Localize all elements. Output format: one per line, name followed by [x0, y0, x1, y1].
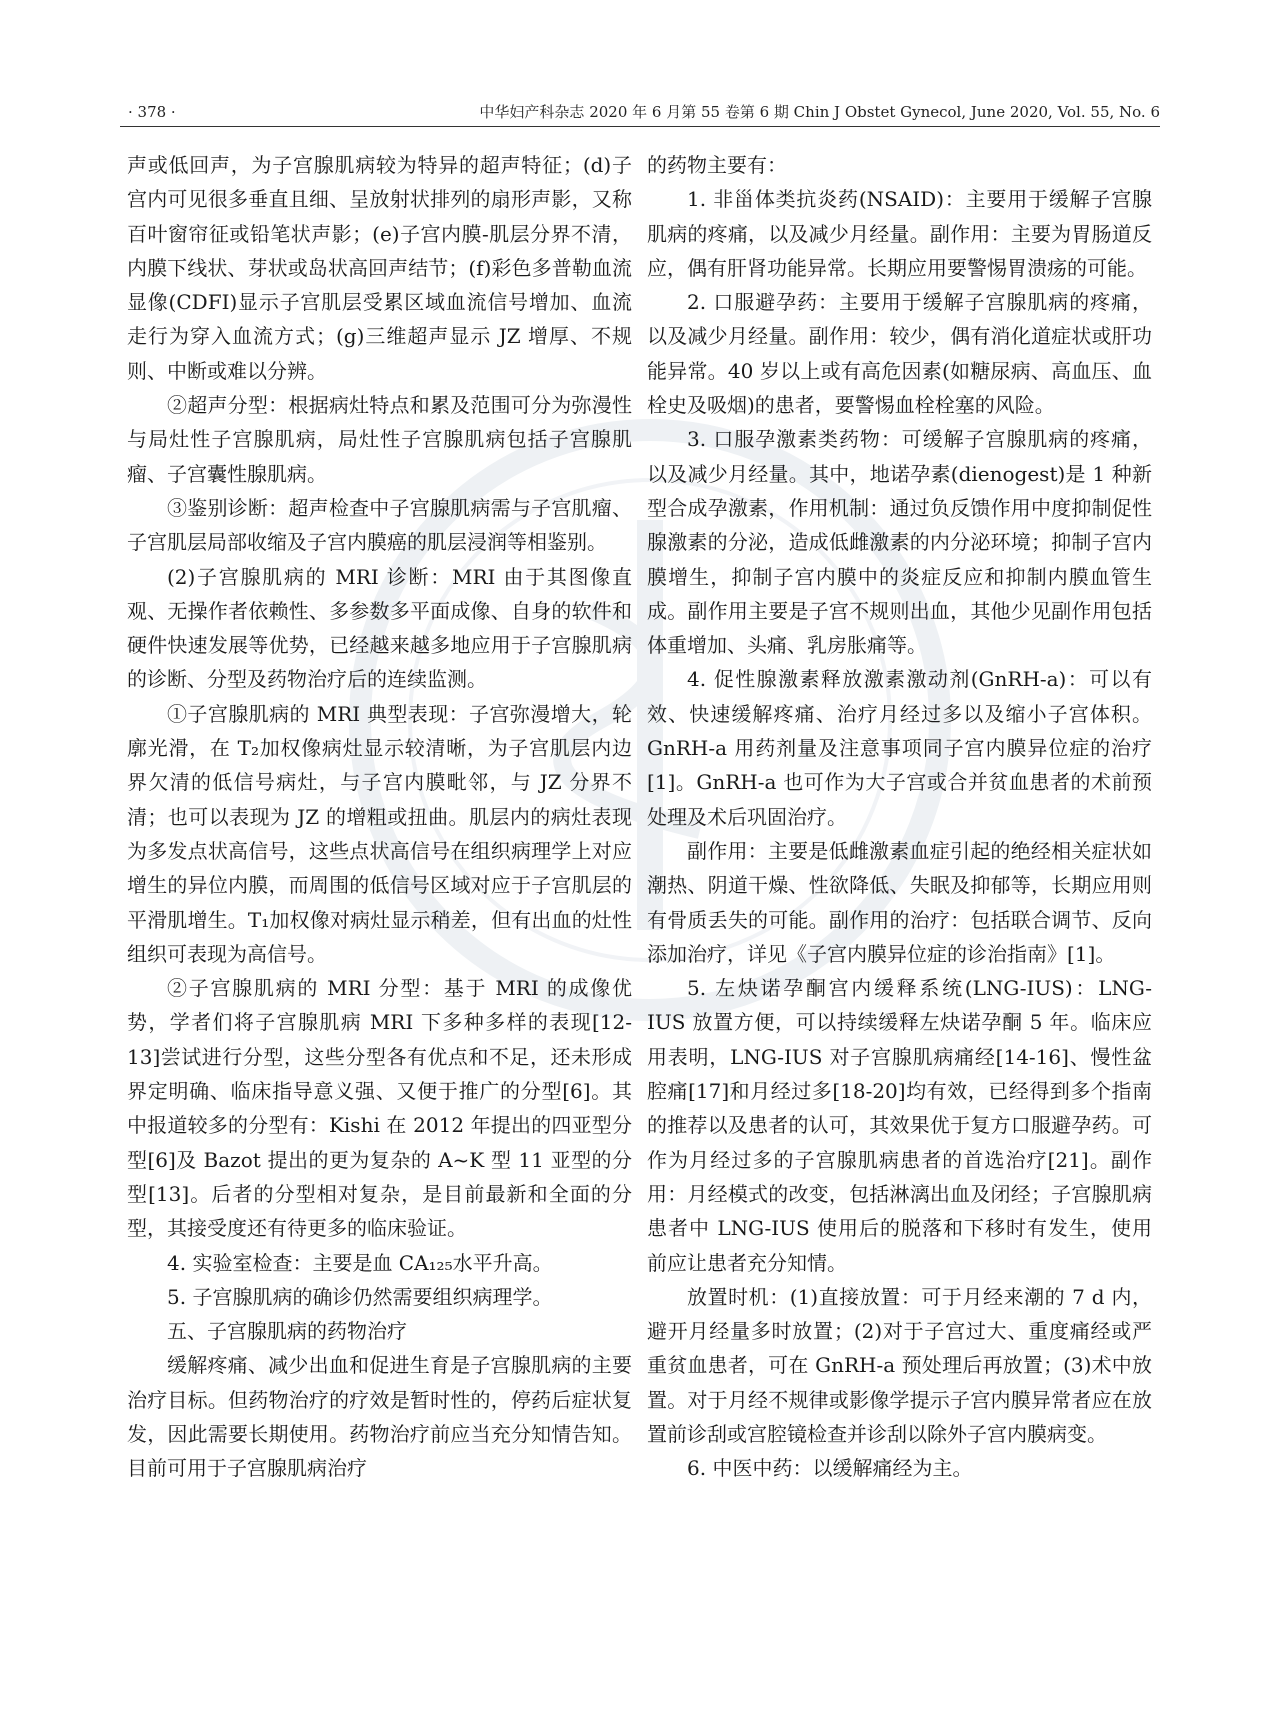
paragraph: (2)子宫腺肌病的 MRI 诊断：MRI 由于其图像直观、无操作者依赖性、多参数多平面成像、自身的软件和硬件快速发展等优势，已经越来越多地应用于子宫腺肌病的诊断、分型及药物治疗后的连续监测。 — [127, 564, 632, 692]
page-number: · 378 · — [128, 103, 176, 121]
paragraph: 3. 口服孕激素类药物：可缓解子宫腺肌病的疼痛，以及减少月经量。其中，地诺孕素(dienogest)是 1 种新型合成孕激素，作用机制：通过负反馈作用中度抑制促性腺激素的分泌，造成低雌激素的内分泌环境；抑制子宫内膜增生，抑制子宫内膜中的炎症反应和抑制内膜血管生成。副作用主要是子宫不规则出血，其他少见副作用包括体重增加、头痛、乳房胀痛等。 — [647, 427, 1152, 658]
paragraph: 的药物主要有： — [647, 153, 787, 177]
journal-citation: 中华妇产科杂志 2020 年 6 月第 55 卷第 6 期 Chin J Obstet Gynecol, June 2020, Vol. 55, No. 6 — [479, 103, 1160, 121]
left-column — [127, 148, 632, 1486]
section-heading: 五、子宫腺肌病的药物治疗 — [167, 1319, 407, 1344]
paragraph: ②子宫腺肌病的 MRI 分型：基于 MRI 的成像优势，学者们将子宫腺肌病 MRI 下多种多样的表现[12-13]尝试进行分型，这些分型各有优点和不足，还未形成界定明确、临床指导意义强、又便于推广的分型[6]。其中报道较多的分型有：Kishi 在 2012 年提出的四亚型分型[6]及 Bazot 提出的更为复杂的 A~K 型 11 亚型的分型[13]。后者的分型相对复杂，是目前最新和全面的分型，其接受度还有待更多的临床验证。 — [127, 976, 632, 1241]
paragraph: 5. 左炔诺孕酮宫内缓释系统(LNG-IUS)：LNG-IUS 放置方便，可以持续缓释左炔诺孕酮 5 年。临床应用表明，LNG-IUS 对子宫腺肌病痛经[14-16]、慢性盆腔痛[17]和月经过多[18-20]均有效，已经得到多个指南的推荐以及患者的认可，其效果优于复方口服避孕药。可作为月经过多的子宫腺肌病患者的首选治疗[21]。副作用：月经模式的改变，包括淋漓出血及闭经；子宫腺肌病患者中 LNG-IUS 使用后的脱落和下移时有发生，使用前应让患者充分知情。 — [647, 976, 1152, 1275]
paragraph: 副作用：主要是低雌激素血症引起的绝经相关症状如潮热、阴道干燥、性欲降低、失眠及抑郁等，长期应用则有骨质丢失的可能。副作用的治疗：包括联合调节、反向添加治疗，详见《子宫内膜异位症的诊治指南》[1]。 — [647, 838, 1152, 966]
paragraph: 2. 口服避孕药：主要用于缓解子宫腺肌病的疼痛，以及减少月经量。副作用：较少，偶有消化道症状或肝功能异常。40 岁以上或有高危因素(如糖尿病、高血压、血栓史及吸烟)的患者，要警惕血栓栓塞的风险。 — [647, 290, 1152, 418]
paragraph: ②超声分型：根据病灶特点和累及范围可分为弥漫性与局灶性子宫腺肌病，局灶性子宫腺肌病包括子宫腺肌瘤、子宫囊性腺肌病。 — [127, 393, 632, 486]
page-header — [120, 102, 1160, 126]
paragraph: 4. 实验室检查：主要是血 CA₁₂₅水平升高。 — [167, 1250, 553, 1275]
paragraph: ①子宫腺肌病的 MRI 典型表现：子宫弥漫增大，轮廓光滑，在 T₂加权像病灶显示较清晰，为子宫肌层内边界欠清的低信号病灶，与子宫内膜毗邻，与 JZ 分界不清；也可以表现为 JZ 的增粗或扭曲。肌层内的病灶表现为多发点状高信号，这些点状高信号在组织病理学上对应增生的异位内膜，而周围的低信号区域对应于子宫肌层的平滑肌增生。T₁加权像对病灶显示稍差，但有出血的灶性组织可表现为高信号。 — [127, 701, 632, 966]
paragraph: 缓解疼痛、减少出血和促进生育是子宫腺肌病的主要治疗目标。但药物治疗的疗效是暂时性的，停药后症状复发，因此需要长期使用。药物治疗前应当充分知情告知。目前可用于子宫腺肌病治疗 — [127, 1353, 632, 1481]
right-column — [647, 148, 1152, 1486]
paragraph: 声或低回声，为子宫腺肌病较为特异的超声特征；(d)子宫内可见很多垂直且细、呈放射状排列的扇形声影，又称百叶窗帘征或铅笔状声影；(e)子宫内膜-肌层分界不清，内膜下线状、芽状或岛状高回声结节；(f)彩色多普勒血流显像(CDFI)显示子宫肌层受累区域血流信号增加、血流走行为穿入血流方式；(g)三维超声显示 JZ 增厚、不规则、中断或难以分辨。 — [127, 153, 632, 383]
paragraph: 4. 促性腺激素释放激素激动剂(GnRH-a)：可以有效、快速缓解疼痛、治疗月经过多以及缩小子宫体积。GnRH-a 用药剂量及注意事项同子宫内膜异位症的治疗[1]。GnRH-a 也可作为大子宫或合并贫血患者的术前预处理及术后巩固治疗。 — [647, 667, 1152, 829]
header-divider — [120, 126, 1160, 127]
paragraph: 1. 非甾体类抗炎药(NSAID)：主要用于缓解子宫腺肌病的疼痛，以及减少月经量。副作用：主要为胃肠道反应，偶有肝肾功能异常。长期应用要警惕胃溃疡的可能。 — [647, 187, 1152, 280]
paragraph: 放置时机：(1)直接放置：可于月经来潮的 7 d 内，避开月经量多时放置；(2)对于子宫过大、重度痛经或严重贫血患者，可在 GnRH-a 预处理后再放置；(3)术中放置。对于月经不规律或影像学提示子宫内膜异常者应在放置前诊刮或宫腔镜检查并诊刮以除外子宫内膜病变。 — [647, 1284, 1152, 1446]
paragraph: 5. 子宫腺肌病的确诊仍然需要组织病理学。 — [167, 1284, 553, 1309]
paragraph: 6. 中医中药：以缓解痛经为主。 — [687, 1456, 973, 1481]
paragraph: ③鉴别诊断：超声检查中子宫腺肌病需与子宫肌瘤、子宫肌层局部收缩及子宫内膜癌的肌层浸润等相鉴别。 — [127, 495, 632, 555]
